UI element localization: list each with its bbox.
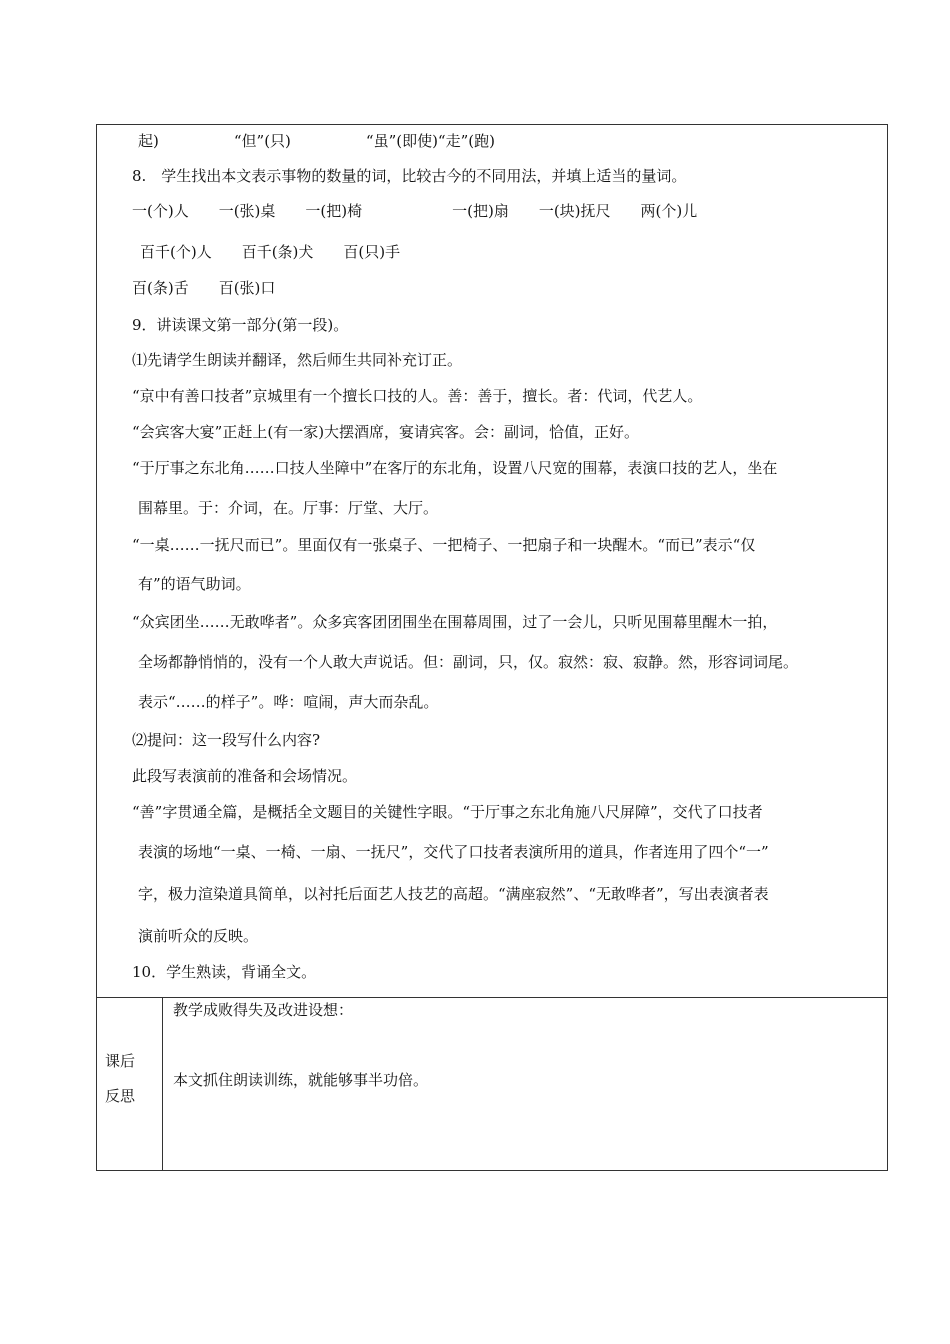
reflection-heading: 教学成败得失及改进设想：	[173, 1001, 354, 1019]
text-line: 百(条)舌 百(张)口	[132, 279, 276, 297]
text-line: “善”字贯通全篇，是概括全文题目的关键性字眼。“于厅事之东北角施八尺屏障”，交代了口技者	[132, 803, 763, 821]
text-line: 围幕里。于：介词，在。厅事：厅堂、大厅。	[138, 499, 439, 517]
text-line: ⑵提问：这一段写什么内容?	[132, 731, 321, 749]
text-line: “一桌……一抚尺而已”。里面仅有一张桌子、一把椅子、一把扇子和一块醒木。“而已”表示“仅	[132, 536, 756, 554]
reflection-label-line2: 反思	[105, 1087, 136, 1105]
text-line: “众宾团坐……无敢哗者”。众多宾客团团围坐在围幕周围，过了一会儿，只听见围幕里醒木一拍，	[132, 613, 778, 631]
text-line: 全场都静悄悄的，没有一个人敢大声说话。但：副词，只，仅。寂然：寂、寂静。然，形容词词尾。	[138, 653, 799, 671]
text-line: 此段写表演前的准备和会场情况。	[132, 767, 358, 785]
text-line: 字，极力渲染道具简单，以衬托后面艺人技艺的高超。“满座寂然”、“无敢哗者”，写出表演者表	[138, 885, 769, 903]
text-line: 10．学生熟读，背诵全文。	[132, 963, 317, 981]
text-line: 表示“……的样子”。哗：喧闹，声大而杂乱。	[138, 693, 439, 711]
text-line: 百千(个)人 百千(条)犬 百(只)手	[140, 243, 401, 261]
lesson-table	[96, 124, 888, 1171]
text-line: 一(个)人 一(张)桌 一(把)椅 一(把)扇 一(块)抚尺 两(个)儿	[132, 202, 698, 220]
text-line: 有”的语气助词。	[138, 575, 251, 593]
table-row-divider	[97, 997, 887, 998]
text-line: 表演的场地“一桌、一椅、一扇、一抚尺”，交代了口技者表演所用的道具，作者连用了四个“一”	[138, 843, 769, 861]
text-line: “于厅事之东北角……口技人坐障中”在客厅的东北角，设置八尺宽的围幕，表演口技的艺人，坐在	[132, 459, 778, 477]
reflection-content: 本文抓住朗读训练，就能够事半功倍。	[173, 1071, 429, 1089]
text-line: 9．讲读课文第一部分(第一段)。	[132, 316, 349, 334]
text-line: 8. 学生找出本文表示事物的数量的词，比较古今的不同用法，并填上适当的量词。	[132, 167, 687, 185]
text-line: “京中有善口技者”京城里有一个擅长口技的人。善：善于，擅长。者：代词，代艺人。	[132, 387, 703, 405]
text-line: 演前听众的反映。	[138, 927, 259, 945]
reflection-label-line1: 课后	[105, 1052, 136, 1070]
table-column-divider	[162, 997, 163, 1170]
text-line: 起) “但”(只) “虽”(即使)“走”(跑)	[138, 132, 495, 150]
text-line: “会宾客大宴”正赶上(有一家)大摆酒席，宴请宾客。会：副词，恰值，正好。	[132, 423, 640, 441]
text-line: ⑴先请学生朗读并翻译，然后师生共同补充订正。	[132, 351, 463, 369]
